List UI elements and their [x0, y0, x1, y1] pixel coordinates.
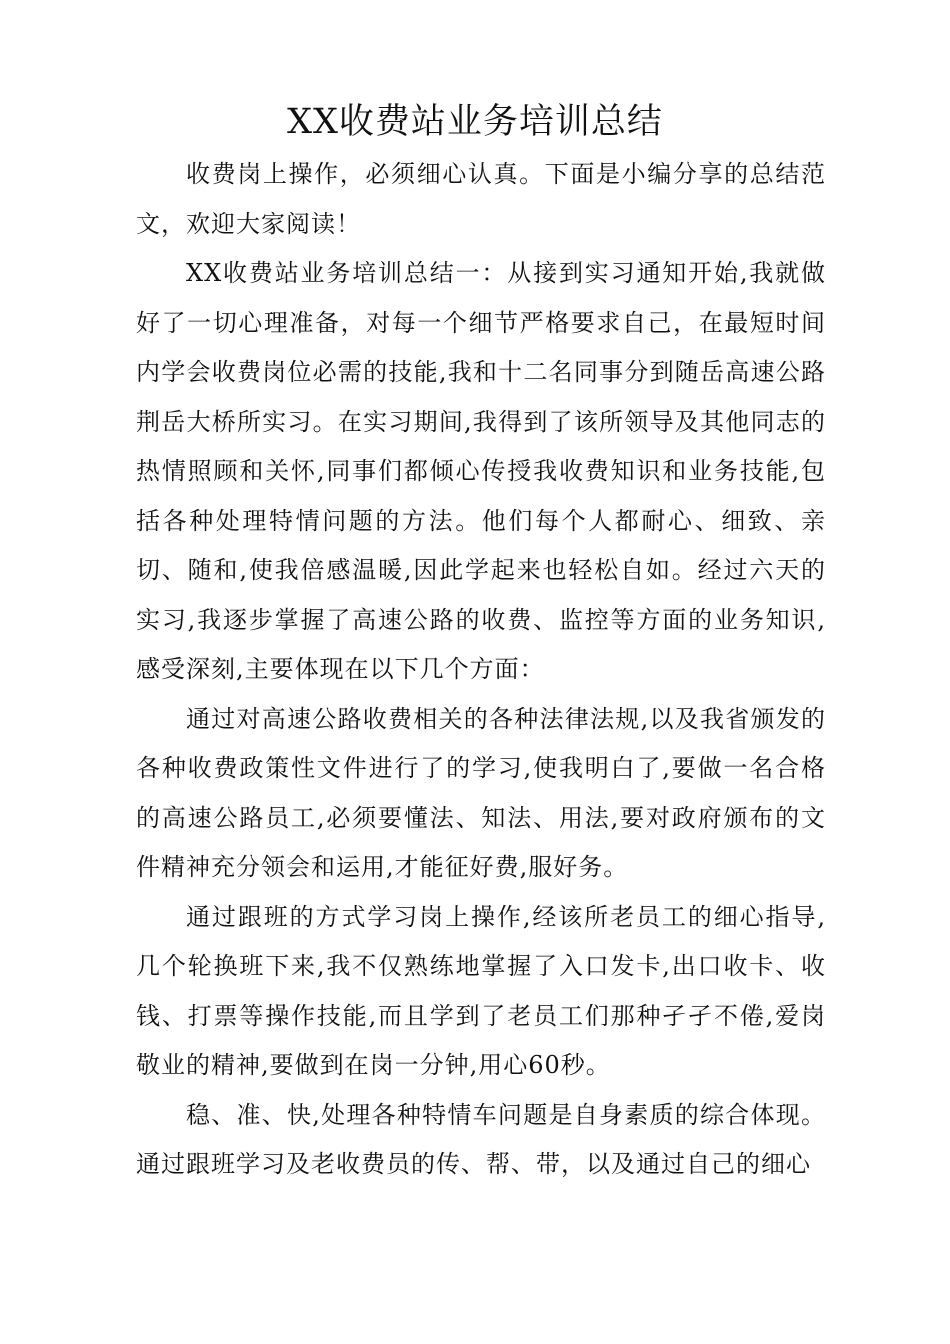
- paragraph-operations: 通过跟班的方式学习岗上操作,经该所老员工的细心指导,几个轮换班下来,我不仅熟练地掌握了入口发卡,出口收卡、收钱、打票等操作技能,而且学到了老员工们那种孑孑不倦,爱岗敬业的精神,要做到在岗一分钟,用心60秒。: [136, 902, 826, 1079]
- document-title: XX收费站业务培训总结: [287, 102, 663, 142]
- paragraph-summary-one: XX收费站业务培训总结一：从接到实习通知开始,我就做好了一切心理准备，对每一个细节严格要求自己，在最短时间内学会收费岗位必需的技能,我和十二名同事分到随岳高速公路荆岳大桥所实习。在实习期间,我得到了该所领导及其他同志的热情照顾和关怀,同事们都倾心传授我收费知识和业务技能,包括各种处理特情问题的方法。他们每个人都耐心、细致、亲切、随和,使我倍感温暖,因此学起来也轻松自如。经过六天的实习,我逐步掌握了高速公路的收费、监控等方面的业务知识,感受深刻,主要体现在以下几个方面：: [136, 259, 826, 683]
- document-body: [136, 150, 826, 1190]
- paragraph-special-vehicles: 稳、准、快,处理各种特情车问题是自身素质的综合体现。通过跟班学习及老收费员的传、帮、带，以及通过自己的细心: [136, 1100, 826, 1178]
- paragraph-intro: 收费岗上操作，必须细心认真。下面是小编分享的总结范文，欢迎大家阅读！: [136, 160, 826, 238]
- paragraph-laws: 通过对高速公路收费相关的各种法律法规,以及我省颁发的各种收费政策性文件进行了的学习,使我明白了,要做一名合格的高速公路员工,必须要懂法、知法、用法,要对政府颁布的文件精神充分领会和运用,才能征好费,服好务。: [136, 704, 826, 881]
